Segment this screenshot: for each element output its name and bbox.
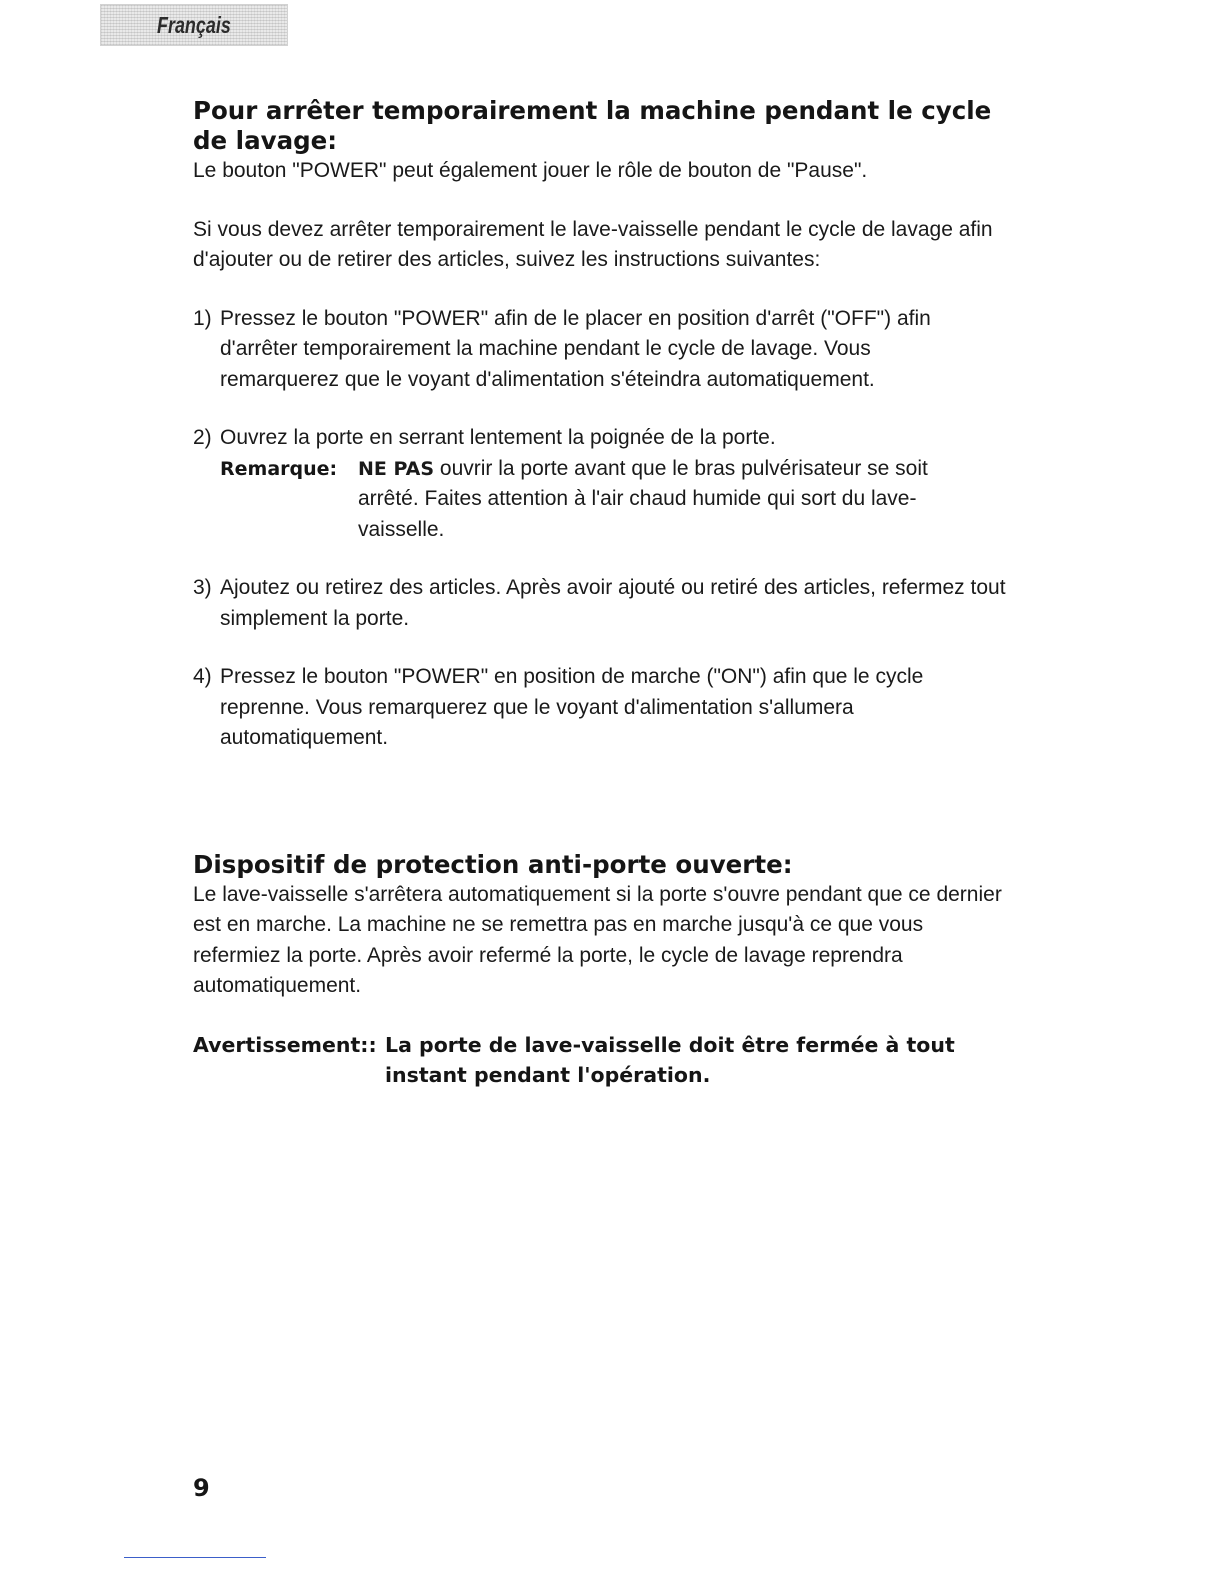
step-3 [193, 573, 1023, 634]
step-2 [193, 423, 1023, 545]
step-text: Pressez le bouton "POWER" en position de marche ("ON") afin que le cycle reprenne. Vous remarquerez que le voyant d'alimentation s'allumera automatiquement. [220, 665, 924, 749]
section-pause-title: Pour arrêter temporairement la machine pendant le cycle de lavage: [193, 96, 992, 155]
step-text: Ouvrez la porte en serrant lentement la poignée de la porte. [220, 426, 776, 449]
note-text: ouvrir la porte avant que le bras pulvérisateur se soit arrêté. Faites attention à l'air chaud humide qui sort du lave-vaisselle. [358, 456, 928, 541]
step-1 [193, 304, 1023, 396]
note-emphasis: NE PAS [358, 457, 435, 480]
footer-divider [124, 1557, 266, 1558]
step-text: Pressez le bouton "POWER" afin de le placer en position d'arrêt ("OFF") afin d'arrêter temporairement la machine pendant le cycle de lavage. Vous remarquerez que le voyant d'alimentation s'éteindra automatiquement. [220, 306, 931, 391]
step-number: 3) [193, 576, 212, 599]
section-door-paragraph: Le lave-vaisselle s'arrêtera automatiquement si la porte s'ouvre pendant que ce dernier est en marche. La machine ne se remettra pas en marche jusqu'à ce que vous refermiez la porte. Après avoir refermé la porte, le cycle de lavage reprendra automatiquement. [193, 882, 1002, 997]
warning [193, 1030, 1023, 1090]
step-4 [193, 662, 1023, 754]
language-label: Français [157, 12, 231, 38]
language-tab [100, 4, 288, 46]
note-label: Remarque: [220, 457, 338, 480]
step-2-note [220, 454, 1023, 546]
section-pause-paragraph: Si vous devez arrêter temporairement le lave-vaisselle pendant le cycle de lavage afin d'ajouter ou de retirer des articles, suivez les instructions suivantes: [193, 217, 993, 271]
step-text: Ajoutez ou retirez des articles. Après avoir ajouté ou retiré des articles, refermez tout simplement la porte. [220, 576, 1006, 630]
step-number: 1) [193, 306, 212, 330]
warning-text: La porte de lave-vaisselle doit être fermée à tout instant pendant l'opération. [385, 1032, 955, 1087]
page-number: 9 [193, 1474, 210, 1502]
note-body [358, 454, 978, 546]
step-number: 4) [193, 665, 212, 688]
warning-label: Avertissement:: [193, 1032, 377, 1057]
page-content [193, 96, 1023, 1090]
section-door-title: Dispositif de protection anti-porte ouverte: [193, 849, 793, 879]
section-pause-intro: Le bouton "POWER" peut également jouer le rôle de bouton de "Pause". [193, 159, 868, 182]
step-number: 2) [193, 426, 212, 449]
